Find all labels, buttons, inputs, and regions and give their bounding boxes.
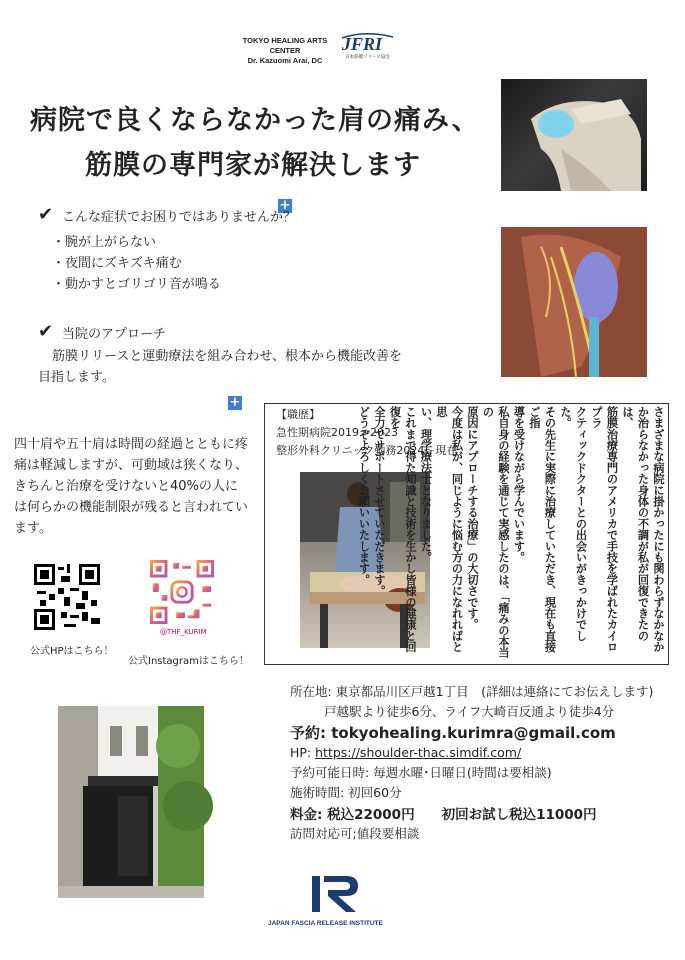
- reservation-email[interactable]: 予約: tokyohealing.kurimra@gmail.com: [290, 724, 616, 742]
- plus-icon[interactable]: +: [229, 395, 241, 410]
- vertical-line: さまざまな病院に掛かったにも関わらずなかなか: [652, 406, 665, 653]
- homepage: [290, 743, 521, 763]
- plus-icon[interactable]: +: [279, 198, 291, 213]
- career-line1: 急性期病院2019〜2023: [276, 426, 398, 439]
- clinic-entrance-photo: [58, 706, 204, 898]
- career-heading: 【職歴】: [276, 408, 320, 421]
- shoulder-muscle-image: [501, 227, 647, 377]
- title-line2: 筋膜の専門家が解決します: [85, 150, 421, 181]
- check-icon: ✔: [38, 321, 54, 342]
- doctor-name: Dr. Kazuomi Arai, DC: [247, 56, 323, 65]
- vertical-line: 筋膜治療専門のアメリカで手技を学ばれたカイロプラ: [590, 406, 619, 653]
- vertical-line: 私自身の経験を通じて実感したのは、「痛みの本当の: [481, 406, 510, 658]
- career-line2: 整形外科クリニック勤務2024〜現在: [276, 444, 458, 457]
- approach-line1: 筋膜リリースと運動療法を組み合わせ、根本から機能改善を: [52, 349, 402, 364]
- address: 所在地: 東京都品川区戸越1丁目 (詳細は連絡にてお伝えします): [290, 684, 654, 699]
- frozen-shoulder-text: [14, 434, 248, 539]
- jfri-footer-logo: [312, 872, 362, 916]
- vertical-line: 全力でサポートさせていただきます。: [373, 406, 386, 597]
- treatment-duration: 施術時間: 初回60分: [290, 785, 402, 800]
- hp-prefix: HP:: [290, 745, 316, 760]
- vertical-line: か治らなかった身体の不調が私が回復できたのは、: [621, 406, 650, 642]
- frozen-shoulder-line: 四十肩や五十肩は時間の経過とともに疼: [14, 437, 249, 452]
- price: 料金: 税込22000円 初回お試し税込11000円: [290, 807, 597, 823]
- frozen-shoulder-line: は何らかの機能制限が残ると言われてい: [14, 500, 249, 515]
- symptoms-heading: こんな症状でお困りではありませんか？: [62, 210, 297, 225]
- frozen-shoulder-line: きちんと治療を受けないと40%の人に: [14, 479, 238, 494]
- vertical-line: その先生に実際に治療していただき、現在も直接ご指: [528, 406, 557, 653]
- org-name: TOKYO HEALING ARTS CENTER: [242, 36, 328, 55]
- approach-heading: 当院のアプローチ: [62, 327, 167, 342]
- vertical-line: クティックドクターとの出会いがきっかけでした。: [559, 406, 588, 642]
- frozen-shoulder-line: ます。: [14, 521, 52, 536]
- symptom-item: ・腕が上がらない: [52, 235, 157, 250]
- symptom-item: ・夜間にズキズキ痛む: [52, 256, 182, 271]
- vertical-line: 導を受けながら学んでいます。: [512, 406, 526, 563]
- approach-line2: 目指します。: [38, 370, 115, 385]
- vertical-line: 原因にアプローチする治療」の大切さです。: [466, 406, 479, 630]
- available-days: 予約可能日時: 毎週水曜･日曜日(時間は要相談): [290, 765, 552, 780]
- vertical-line: 今度は私が、同じように悩む方の力になれればと思: [435, 406, 464, 653]
- vertical-line: どうぞよろしくお願いいたします。: [357, 406, 371, 586]
- symptom-item: ・動かすとゴリゴリ音が鳴る: [52, 277, 221, 292]
- title-line1: 病院で良くならなかった肩の痛み、: [30, 105, 480, 136]
- hp-qr-label: 公式HPはこちら！: [30, 646, 114, 657]
- instagram-qr-code[interactable]: [150, 560, 214, 624]
- institute-name: JAPAN FASCIA RELEASE INSTITUTE: [268, 920, 383, 927]
- footer-logo-letter: R: [312, 872, 313, 873]
- check-icon: ✔: [38, 204, 54, 225]
- shoulder-bone-image: [501, 79, 647, 191]
- hp-qr-code[interactable]: [34, 564, 100, 630]
- vertical-line: これまで得た知識と技術を生かし皆様の健康と回復を: [388, 406, 417, 653]
- hp-link[interactable]: https://shoulder-thac.simdif.com/: [315, 745, 522, 760]
- header-org: [230, 36, 340, 66]
- frozen-shoulder-line: 痛は軽減しますが、可動域は狭くなり、: [14, 458, 249, 473]
- vertical-line: い、理学療法士となりました。: [419, 406, 433, 563]
- visit-service: 訪問対応可;値段要相談: [290, 826, 420, 841]
- access: 戸越駅より徒歩6分、ライフ大崎百反通より徒歩4分: [324, 704, 615, 719]
- jfri-logo-text: JFRI: [342, 34, 383, 54]
- instagram-qr-label: 公式Instagramはこちら！: [128, 656, 249, 667]
- jfri-sub: 日本筋膜リリース協会: [345, 55, 390, 60]
- instagram-handle: @THF_KURIM: [160, 628, 207, 636]
- jfri-logo: [340, 32, 395, 62]
